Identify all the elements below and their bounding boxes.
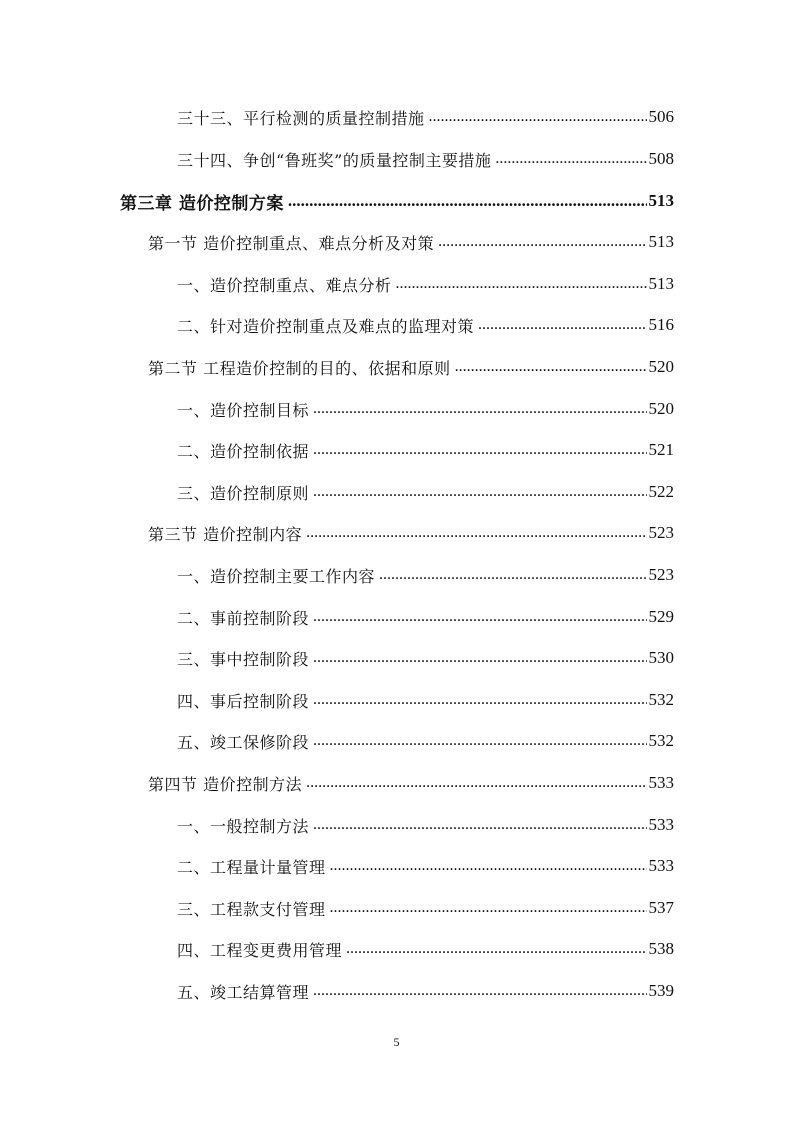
toc-entry-title: 二、事前控制阶段 [177,608,310,628]
toc-entry-title: 一、造价控制重点、难点分析 [177,275,392,295]
toc-entry-page: 506 [648,107,674,126]
dot-leader [306,774,646,792]
dot-leader [495,150,646,168]
toc-entry-page: 532 [648,690,674,709]
toc-entry-title: 五、竣工保修阶段 [177,732,310,752]
toc-entry[interactable] [0,270,793,298]
toc-entry-title: 三十四、争创“鲁班奖”的质量控制主要措施 [177,150,492,170]
toc-entry-page: 520 [648,399,674,418]
toc-entry[interactable] [0,935,793,963]
toc-entry-page: 523 [648,523,674,542]
toc-section-entry[interactable] [0,519,793,547]
dot-leader [313,608,646,626]
toc-entry[interactable] [0,103,793,131]
toc-entry-title: 三十三、平行检测的质量控制措施 [177,108,425,128]
toc-entry-page: 529 [648,607,674,626]
toc-entry-page: 521 [648,440,674,459]
toc-entry[interactable] [0,894,793,922]
toc-entry-title: 三、工程款支付管理 [177,899,326,919]
toc-entry-page: 538 [648,939,674,958]
toc-entry-page: 508 [648,149,674,168]
toc-entry-page: 513 [648,191,674,210]
toc-entry[interactable] [0,561,793,589]
toc-entry[interactable] [0,145,793,173]
toc-entry-page: 522 [648,482,674,501]
toc-section-entry[interactable] [0,353,793,381]
toc-entry-page: 533 [648,815,674,834]
toc-entry-title: 第二节 工程造价控制的目的、依据和原则 [148,358,451,378]
toc-entry-title: 三、造价控制原则 [177,483,310,503]
toc-entry-title: 第三节 造价控制内容 [148,524,303,544]
toc-entry[interactable] [0,311,793,339]
toc-entry-page: 513 [648,274,674,293]
toc-entry[interactable] [0,686,793,714]
toc-section-entry[interactable] [0,228,793,256]
toc-entry-title: 二、造价控制依据 [177,441,310,461]
toc-entry-page: 516 [648,315,674,334]
toc-entry[interactable] [0,603,793,631]
dot-leader [330,857,647,875]
dot-leader [330,899,647,917]
dot-leader [396,275,647,293]
toc-entry-title: 五、竣工结算管理 [177,982,310,1002]
toc-entry-title: 一、造价控制目标 [177,400,310,420]
dot-leader [313,483,646,501]
toc-entry-title: 二、工程量计量管理 [177,857,326,877]
toc-entry-page: 520 [648,357,674,376]
toc-entry[interactable] [0,395,793,423]
dot-leader [313,649,646,667]
toc-entry-page: 523 [648,565,674,584]
dot-leader [346,940,646,958]
dot-leader [429,108,647,126]
toc-entry[interactable] [0,852,793,880]
dot-leader [478,316,646,334]
dot-leader [313,732,646,750]
toc-entry[interactable] [0,436,793,464]
toc-entry-page: 533 [648,773,674,792]
page-number: 5 [393,1035,400,1049]
toc-entry[interactable] [0,811,793,839]
toc-section-entry[interactable] [0,769,793,797]
toc-chapter-entry[interactable] [0,187,793,215]
toc-entry-page: 513 [648,232,674,251]
dot-leader [288,191,647,211]
toc-entry-title: 四、事后控制阶段 [177,691,310,711]
dot-leader [313,441,646,459]
toc-entry-title: 四、工程变更费用管理 [177,940,343,960]
toc-entry-page: 532 [648,731,674,750]
toc-entry-page: 530 [648,648,674,667]
toc-entry-title: 二、针对造价控制重点及难点的监理对策 [177,316,475,336]
toc-entry-title: 第三章 造价控制方案 [120,193,284,214]
dot-leader [379,566,646,584]
dot-leader [313,816,646,834]
toc-entry-title: 一、造价控制主要工作内容 [177,566,376,586]
dot-leader [438,233,646,251]
dot-leader [313,982,646,1000]
toc-entry-title: 第四节 造价控制方法 [148,774,303,794]
dot-leader [306,524,646,542]
toc-entry-page: 533 [648,856,674,875]
toc-entry-title: 三、事中控制阶段 [177,649,310,669]
dot-leader [313,691,646,709]
toc-entry[interactable] [0,727,793,755]
toc-entry-title: 第一节 造价控制重点、难点分析及对策 [148,233,435,253]
toc-entry-page: 539 [648,981,674,1000]
toc-entry-page: 537 [648,898,674,917]
toc-entry[interactable] [0,478,793,506]
dot-leader [313,400,646,418]
toc-entry[interactable] [0,977,793,1005]
toc-entry-title: 一、一般控制方法 [177,816,310,836]
toc-entry[interactable] [0,644,793,672]
dot-leader [455,358,647,376]
